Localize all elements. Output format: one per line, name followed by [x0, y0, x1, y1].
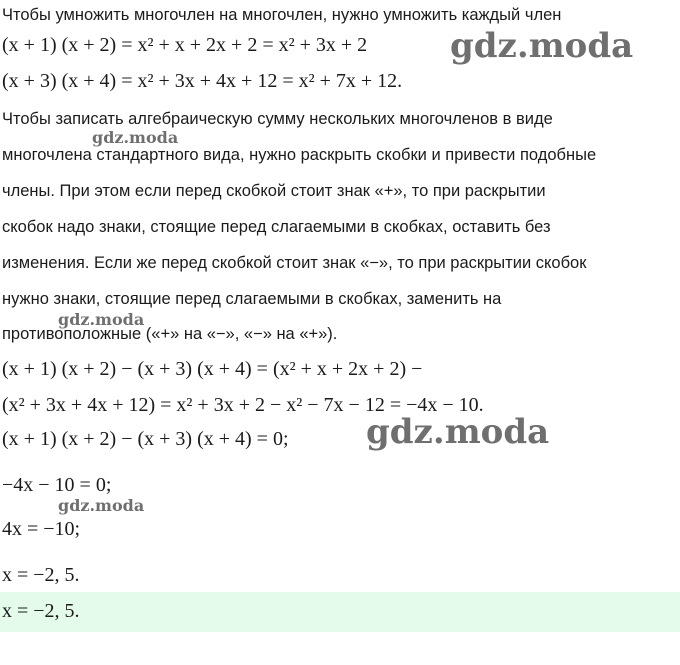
- equation-1: (x + 1) (x + 2) = x² + x + 2x + 2 = x² + 3x + 2: [2, 34, 368, 56]
- equation-7: 4x = −10;: [2, 518, 81, 540]
- watermark-2: gdz.moda: [92, 128, 179, 147]
- equation-3: (x + 1) (x + 2) − (x + 3) (x + 4) = (x² + x + 2x + 2) −: [2, 358, 423, 380]
- equation-6: −4x − 10 = 0;: [2, 474, 112, 496]
- paragraph-line-2: многочлена стандартного вида, нужно раскрыть скобки и привести подобные: [2, 146, 597, 164]
- answer-highlight: [0, 592, 680, 632]
- equation-5: (x + 1) (x + 2) − (x + 3) (x + 4) = 0;: [2, 428, 289, 450]
- paragraph-line-4: скобок надо знаки, стоящие перед слагаемыми в скобках, оставить без: [2, 218, 551, 236]
- watermark-4: gdz.moda: [366, 412, 550, 452]
- watermark-1: gdz.moda: [450, 26, 634, 66]
- paragraph-line-5: изменения. Если же перед скобкой стоит знак «−», то при раскрытии скобок: [2, 254, 587, 272]
- paragraph-line-1: Чтобы записать алгебраическую сумму нескольких многочленов в виде: [2, 110, 553, 128]
- watermark-3: gdz.moda: [58, 310, 145, 329]
- equation-8: x = −2, 5.: [2, 564, 80, 586]
- answer-equation: x = −2, 5.: [2, 600, 80, 622]
- paragraph-line-7: противоположные («+» на «−», «−» на «+»).: [2, 325, 338, 343]
- equation-2: (x + 3) (x + 4) = x² + 3x + 4x + 12 = x² + 7x + 12.: [2, 70, 403, 92]
- equation-4: (x² + 3x + 4x + 12) = x² + 3x + 2 − x² − 7x − 12 = −4x − 10.: [2, 394, 484, 416]
- paragraph-line-6: нужно знаки, стоящие перед слагаемыми в скобках, заменить на: [2, 290, 502, 308]
- paragraph-line-3: члены. При этом если перед скобкой стоит знак «+», то при раскрытии: [2, 182, 546, 200]
- watermark-5: gdz.moda: [58, 496, 145, 515]
- intro-text: Чтобы умножить многочлен на многочлен, нужно умножить каждый член: [2, 6, 562, 24]
